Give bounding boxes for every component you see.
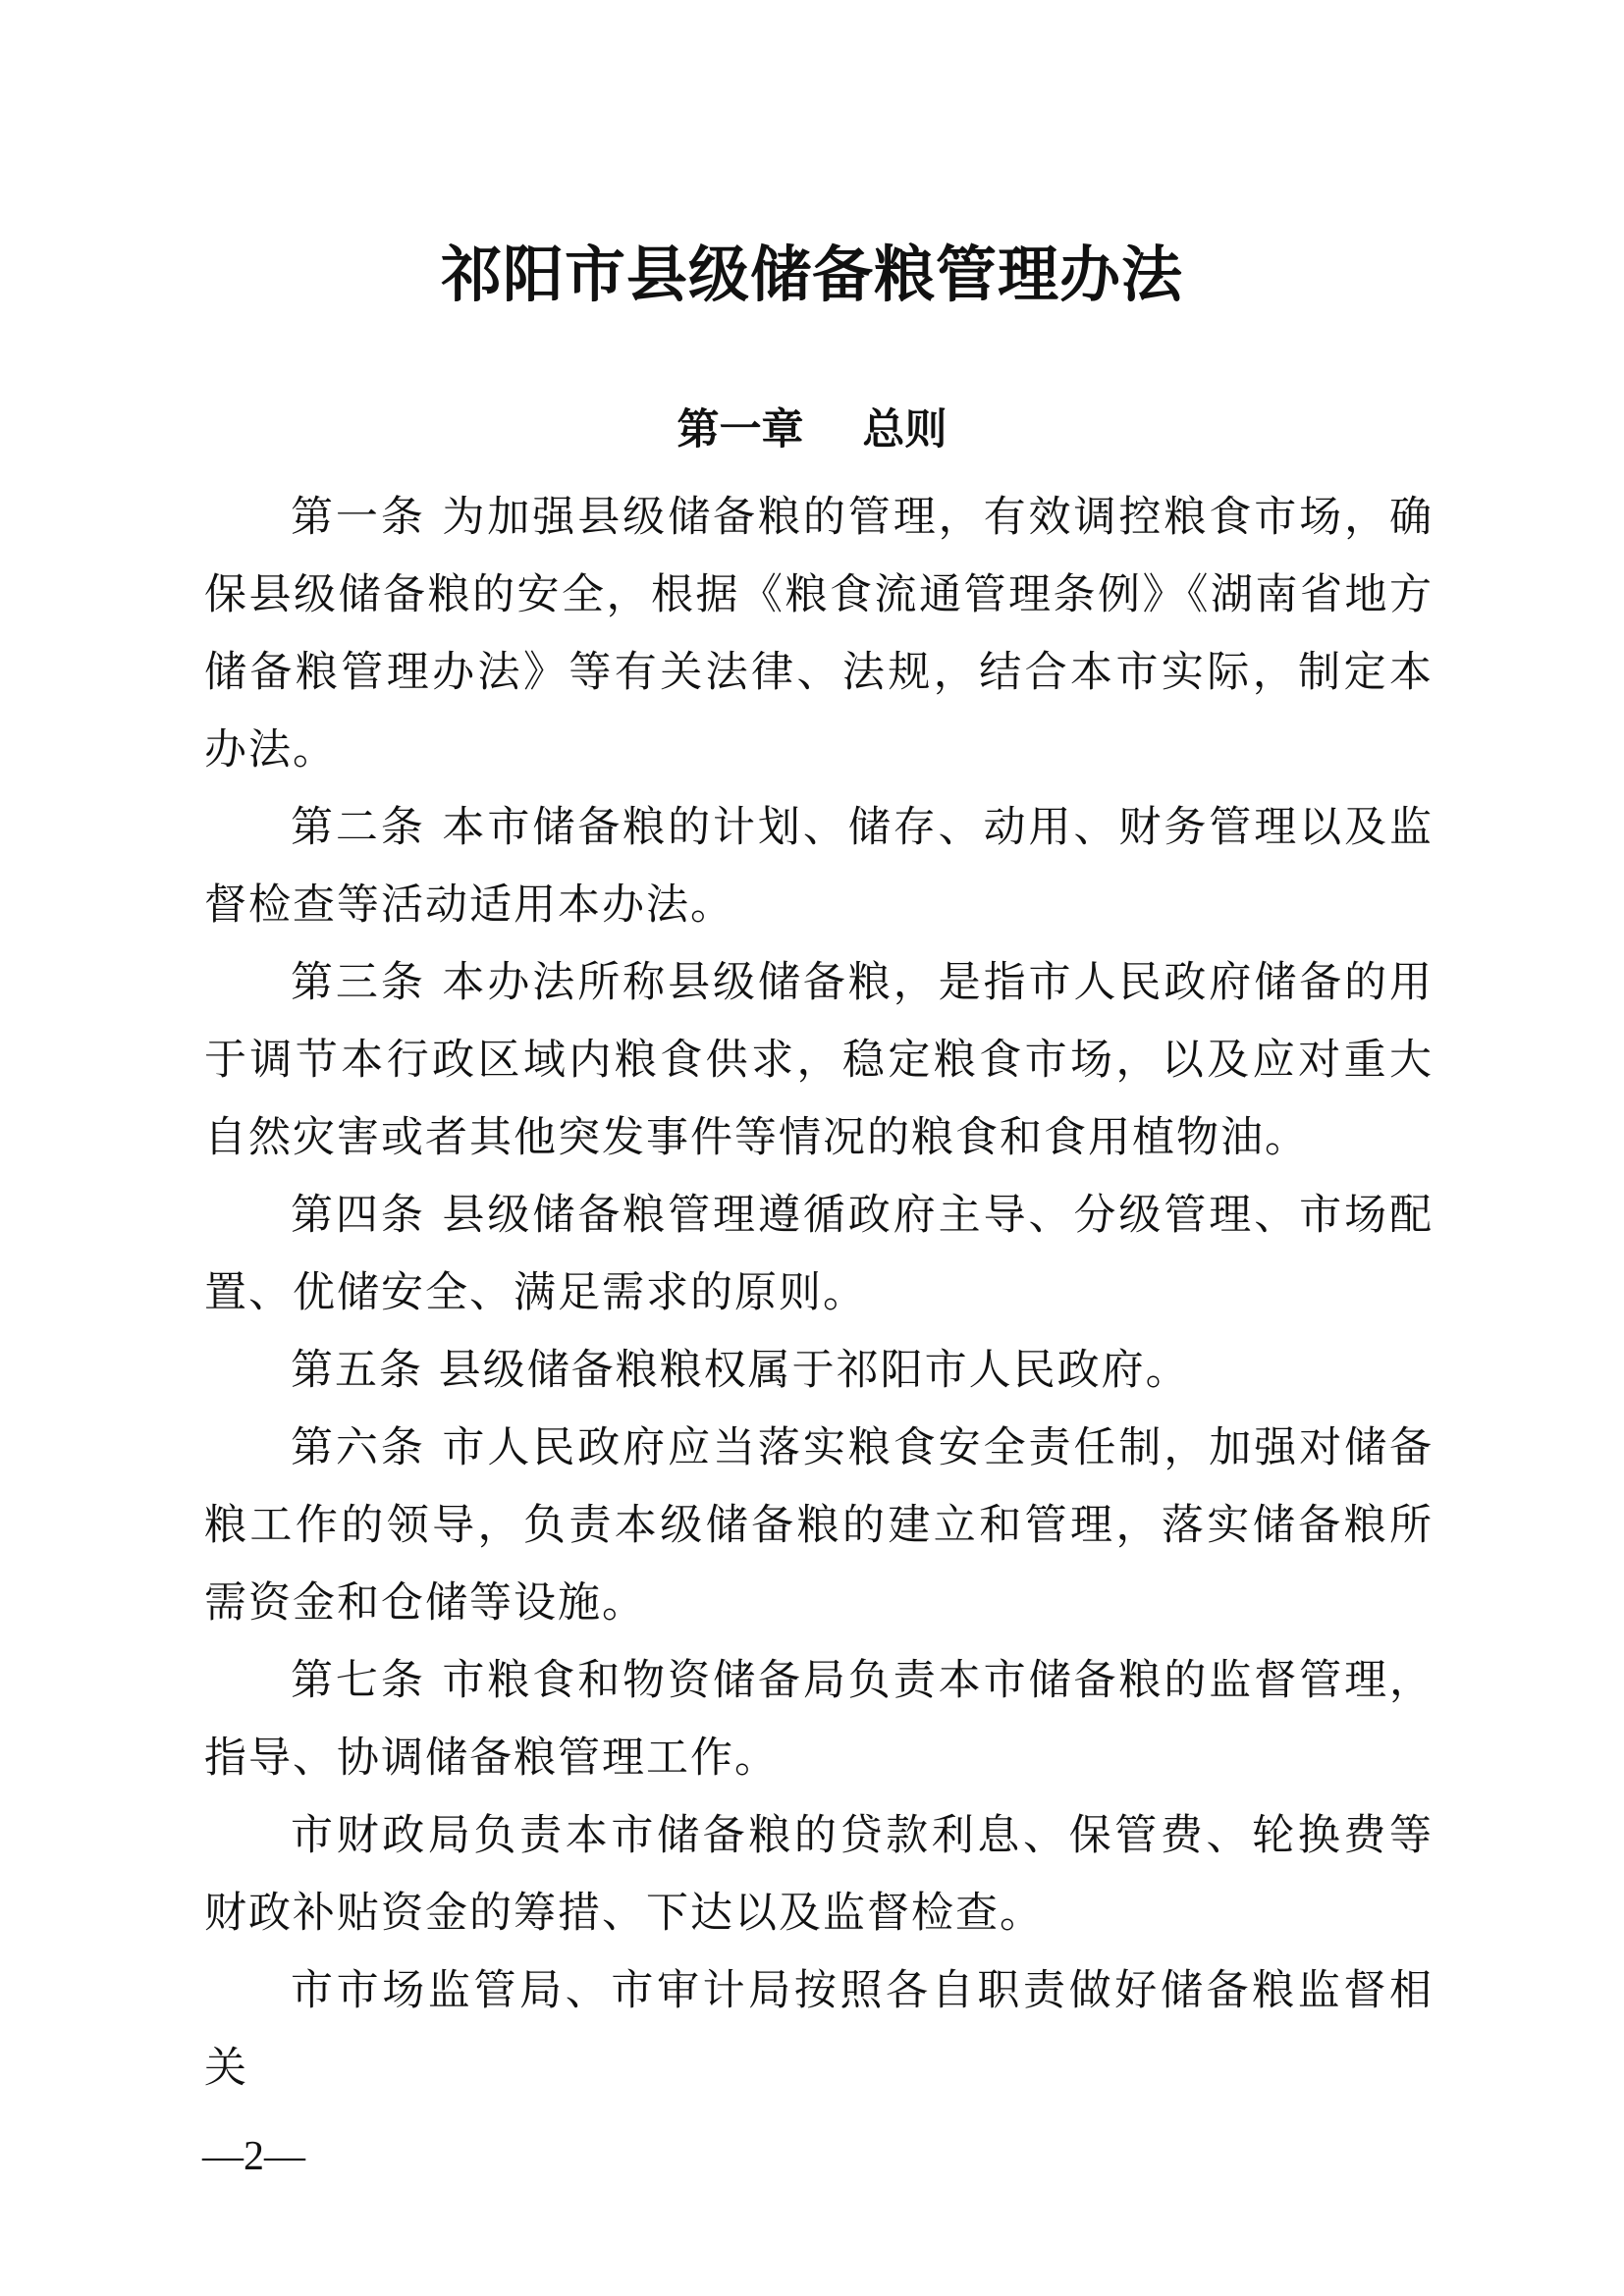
article-3: 第三条 本办法所称县级储备粮，是指市人民政府储备的用于调节本行政区域内粮食供求，稳定粮食市场，以及应对重大自然灾害或者其他突发事件等情况的粮食和食用植物油。 bbox=[204, 958, 1434, 1162]
article-5: 第五条 县级储备粮粮权属于祁阳市人民政府。 bbox=[291, 1346, 1190, 1395]
article-6: 第六条 市人民政府应当落实粮食安全责任制，加强对储备粮工作的领导，负责本级储备粮的建立和管理，落实储备粮所需资金和仓储等设施。 bbox=[204, 1423, 1434, 1628]
page-number: —2— bbox=[202, 2134, 305, 2179]
document-body bbox=[204, 479, 1434, 2108]
article-2: 第二条 本市储备粮的计划、储存、动用、财务管理以及监督检查等活动适用本办法。 bbox=[204, 803, 1434, 930]
article-7: 第七条 市粮食和物资储备局负责本市储备粮的监督管理，指导、协调储备粮管理工作。 bbox=[204, 1656, 1434, 1783]
article-7-supervision-paragraph: 市市场监管局、市审计局按照各自职责做好储备粮监督相关 bbox=[204, 1966, 1434, 2093]
chapter-heading: 第一章 总则 bbox=[677, 405, 947, 454]
document-title: 祁阳市县级储备粮管理办法 bbox=[440, 239, 1183, 310]
article-1: 第一条 为加强县级储备粮的管理，有效调控粮食市场，确保县级储备粮的安全，根据《粮食流通管理条例》《湖南省地方储备粮管理办法》等有关法律、法规，结合本市实际，制定本办法。 bbox=[204, 493, 1434, 774]
article-7-finance-paragraph: 市财政局负责本市储备粮的贷款利息、保管费、轮换费等财政补贴资金的筹措、下达以及监督检查。 bbox=[204, 1811, 1434, 1938]
article-4: 第四条 县级储备粮管理遵循政府主导、分级管理、市场配置、优储安全、满足需求的原则。 bbox=[204, 1191, 1434, 1317]
